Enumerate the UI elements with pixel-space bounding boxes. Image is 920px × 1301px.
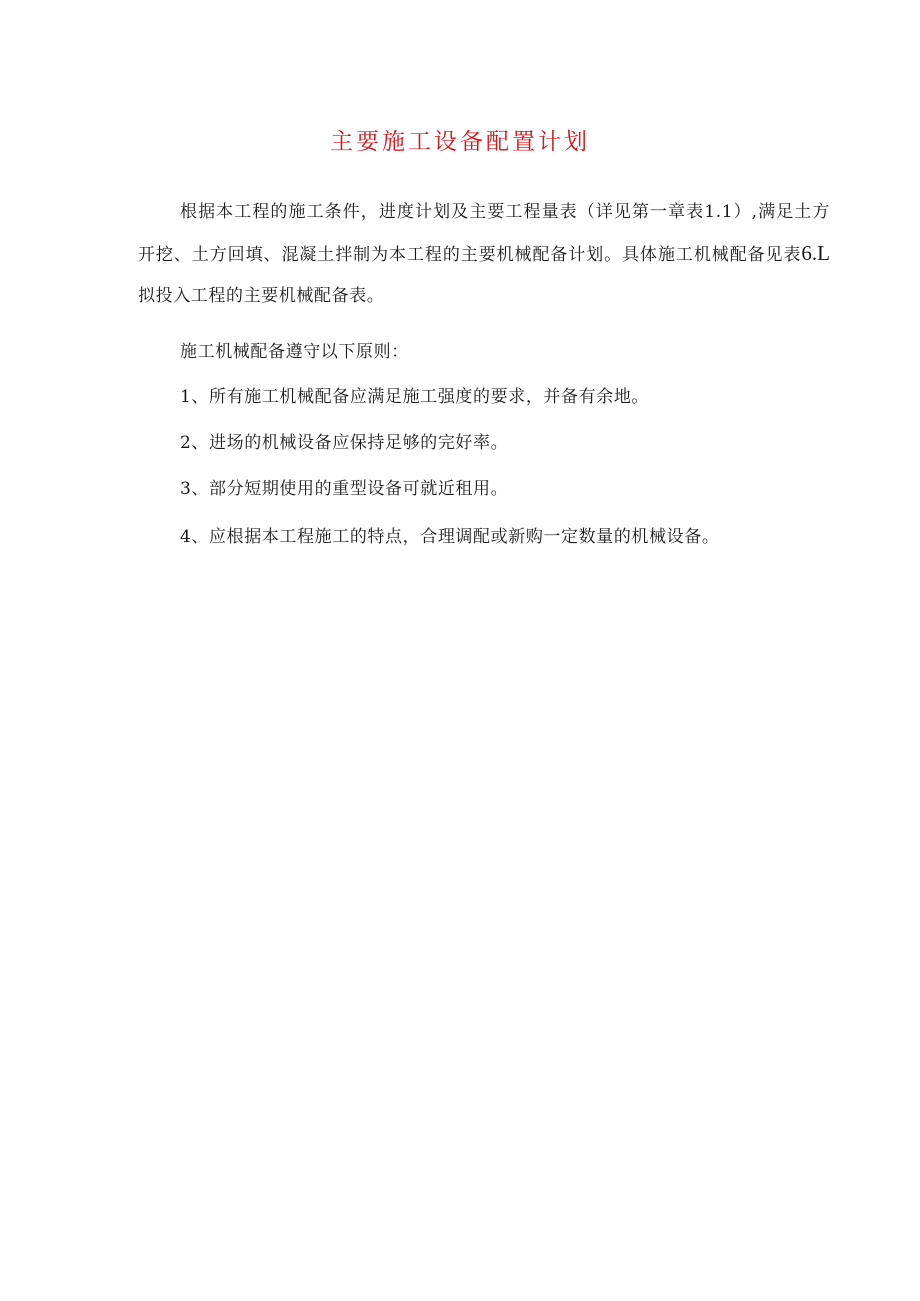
principle-item: 4、应根据本工程施工的特点，合理调配或新购一定数量的机械设备。	[180, 527, 720, 547]
table-reference: 6.L	[801, 241, 830, 265]
principles-heading: 施工机械配备遵守以下原则：	[180, 342, 409, 362]
intro-text-before-ref: 根据本工程的施工条件，进度计划及主要工程量表（详见第一章表1.1）,满足土方开挖、土方回填、混凝土拌制为本工程的主要机械配备计划。具体施工机械配备见表	[138, 202, 830, 265]
principle-item: 2、进场的机械设备应保持足够的完好率。	[180, 433, 509, 453]
document-title: 主要施工设备配置计划	[330, 129, 590, 155]
intro-text-after-ref: 拟投入工程的主要机械配备表。	[138, 286, 385, 306]
intro-paragraph	[138, 192, 830, 317]
principle-item: 1、所有施工机械配备应满足施工强度的要求，并备有余地。	[180, 387, 650, 407]
principle-item: 3、部分短期使用的重型设备可就近租用。	[180, 479, 509, 499]
